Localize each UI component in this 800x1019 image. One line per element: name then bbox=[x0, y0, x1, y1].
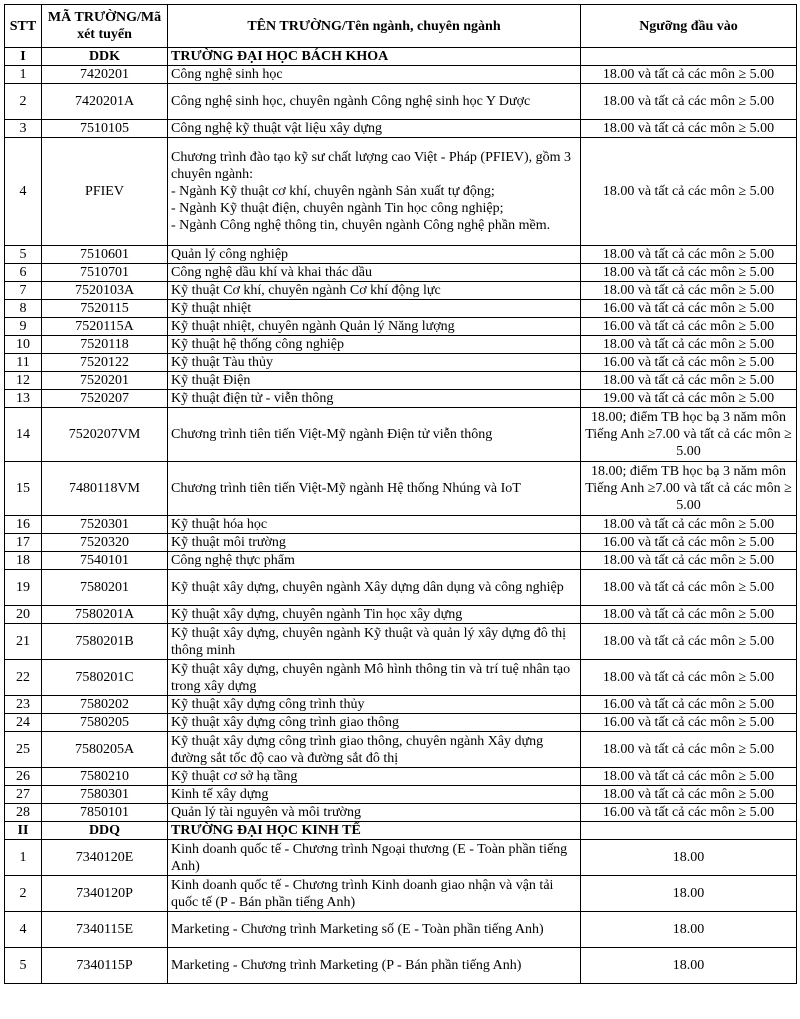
row-code: 7520320 bbox=[42, 534, 168, 552]
row-name: Chương trình đào tạo kỹ sư chất lượng cao Việt - Pháp (PFIEV), gồm 3 chuyên ngành: - Ngành Kỹ thuật cơ khí, chuyên ngành Sản xuất tự động; - Ngành Kỹ thuật điện, chuyên ngành Tin học công nghiệp; - Ngành Công nghệ thông tin, chuyên ngành Công nghệ phần mềm. bbox=[168, 138, 581, 246]
row-stt: 7 bbox=[5, 282, 42, 300]
row-threshold: 18.00 và tất cả các môn ≥ 5.00 bbox=[581, 84, 797, 120]
table-row bbox=[5, 462, 797, 516]
table-row bbox=[5, 336, 797, 354]
table-header-row bbox=[5, 5, 797, 48]
table-row bbox=[5, 840, 797, 876]
row-stt: 24 bbox=[5, 714, 42, 732]
row-name: Kinh tế xây dựng bbox=[168, 786, 581, 804]
row-threshold: 16.00 và tất cả các môn ≥ 5.00 bbox=[581, 300, 797, 318]
row-stt: 25 bbox=[5, 732, 42, 768]
group-stt: II bbox=[5, 822, 42, 840]
table-body bbox=[5, 48, 797, 984]
row-name: Kỹ thuật nhiệt, chuyên ngành Quản lý Năng lượng bbox=[168, 318, 581, 336]
table-row bbox=[5, 768, 797, 786]
row-stt: 2 bbox=[5, 84, 42, 120]
group-threshold-empty bbox=[581, 822, 797, 840]
row-code: 7340120E bbox=[42, 840, 168, 876]
row-code: 7480118VM bbox=[42, 462, 168, 516]
row-threshold: 18.00 và tất cả các môn ≥ 5.00 bbox=[581, 336, 797, 354]
row-name: Kỹ thuật Điện bbox=[168, 372, 581, 390]
row-stt: 22 bbox=[5, 660, 42, 696]
table-row bbox=[5, 246, 797, 264]
header-threshold: Ngưỡng đầu vào bbox=[581, 5, 797, 48]
row-threshold: 16.00 và tất cả các môn ≥ 5.00 bbox=[581, 696, 797, 714]
row-code: 7420201 bbox=[42, 66, 168, 84]
row-stt: 9 bbox=[5, 318, 42, 336]
table-row bbox=[5, 66, 797, 84]
table-row bbox=[5, 120, 797, 138]
row-name: Kỹ thuật Cơ khí, chuyên ngành Cơ khí động lực bbox=[168, 282, 581, 300]
table-row bbox=[5, 696, 797, 714]
row-name: Quản lý công nghiệp bbox=[168, 246, 581, 264]
row-name: Kỹ thuật hệ thống công nghiệp bbox=[168, 336, 581, 354]
row-stt: 23 bbox=[5, 696, 42, 714]
group-row bbox=[5, 48, 797, 66]
admission-threshold-table bbox=[4, 4, 797, 984]
row-stt: 26 bbox=[5, 768, 42, 786]
row-code: 7520122 bbox=[42, 354, 168, 372]
row-threshold: 18.00 và tất cả các môn ≥ 5.00 bbox=[581, 606, 797, 624]
row-code: 7520115 bbox=[42, 300, 168, 318]
row-stt: 18 bbox=[5, 552, 42, 570]
table-row bbox=[5, 354, 797, 372]
row-threshold: 18.00 và tất cả các môn ≥ 5.00 bbox=[581, 282, 797, 300]
row-threshold: 18.00 và tất cả các môn ≥ 5.00 bbox=[581, 372, 797, 390]
row-stt: 11 bbox=[5, 354, 42, 372]
table-row bbox=[5, 516, 797, 534]
row-stt: 14 bbox=[5, 408, 42, 462]
row-threshold: 18.00; điểm TB học bạ 3 năm môn Tiếng Anh ≥7.00 và tất cả các môn ≥ 5.00 bbox=[581, 462, 797, 516]
table-row bbox=[5, 552, 797, 570]
header-name: TÊN TRƯỜNG/Tên ngành, chuyên ngành bbox=[168, 5, 581, 48]
table-row bbox=[5, 408, 797, 462]
row-code: 7580210 bbox=[42, 768, 168, 786]
row-code: 7580201B bbox=[42, 624, 168, 660]
row-threshold: 16.00 và tất cả các môn ≥ 5.00 bbox=[581, 354, 797, 372]
row-stt: 3 bbox=[5, 120, 42, 138]
group-stt: I bbox=[5, 48, 42, 66]
table-row bbox=[5, 714, 797, 732]
header-stt: STT bbox=[5, 5, 42, 48]
row-threshold: 19.00 và tất cả các môn ≥ 5.00 bbox=[581, 390, 797, 408]
row-name: Công nghệ sinh học bbox=[168, 66, 581, 84]
row-name: Công nghệ thực phẩm bbox=[168, 552, 581, 570]
row-threshold: 16.00 và tất cả các môn ≥ 5.00 bbox=[581, 714, 797, 732]
row-stt: 4 bbox=[5, 912, 42, 948]
row-code: 7580205A bbox=[42, 732, 168, 768]
table-row bbox=[5, 138, 797, 246]
row-name: Kỹ thuật cơ sở hạ tầng bbox=[168, 768, 581, 786]
row-name: Kỹ thuật xây dựng, chuyên ngành Kỹ thuật và quản lý xây dựng đô thị thông minh bbox=[168, 624, 581, 660]
table-row bbox=[5, 732, 797, 768]
table-row bbox=[5, 372, 797, 390]
table-row bbox=[5, 84, 797, 120]
row-code: 7520118 bbox=[42, 336, 168, 354]
row-name: Kỹ thuật xây dựng, chuyên ngành Xây dựng dân dụng và công nghiệp bbox=[168, 570, 581, 606]
row-code: 7340115E bbox=[42, 912, 168, 948]
row-code: 7510105 bbox=[42, 120, 168, 138]
table-row bbox=[5, 264, 797, 282]
row-name: Kỹ thuật điện tử - viễn thông bbox=[168, 390, 581, 408]
row-threshold: 18.00 và tất cả các môn ≥ 5.00 bbox=[581, 570, 797, 606]
row-name: Marketing - Chương trình Marketing số (E - Toàn phần tiếng Anh) bbox=[168, 912, 581, 948]
row-threshold: 16.00 và tất cả các môn ≥ 5.00 bbox=[581, 804, 797, 822]
table-row bbox=[5, 660, 797, 696]
row-code: 7520301 bbox=[42, 516, 168, 534]
row-code: 7420201A bbox=[42, 84, 168, 120]
row-name: Kỹ thuật Tàu thủy bbox=[168, 354, 581, 372]
row-stt: 21 bbox=[5, 624, 42, 660]
row-name: Chương trình tiên tiến Việt-Mỹ ngành Điện tử viễn thông bbox=[168, 408, 581, 462]
table-row bbox=[5, 876, 797, 912]
row-threshold: 16.00 và tất cả các môn ≥ 5.00 bbox=[581, 534, 797, 552]
row-stt: 17 bbox=[5, 534, 42, 552]
row-name: Kỹ thuật môi trường bbox=[168, 534, 581, 552]
row-name: Kinh doanh quốc tế - Chương trình Ngoại thương (E - Toàn phần tiếng Anh) bbox=[168, 840, 581, 876]
row-stt: 5 bbox=[5, 948, 42, 984]
row-threshold: 18.00 và tất cả các môn ≥ 5.00 bbox=[581, 786, 797, 804]
row-threshold: 18.00 và tất cả các môn ≥ 5.00 bbox=[581, 120, 797, 138]
row-stt: 13 bbox=[5, 390, 42, 408]
row-threshold: 18.00 và tất cả các môn ≥ 5.00 bbox=[581, 516, 797, 534]
row-stt: 5 bbox=[5, 246, 42, 264]
row-code: 7580201A bbox=[42, 606, 168, 624]
admission-threshold-sheet bbox=[4, 4, 796, 984]
table-row bbox=[5, 300, 797, 318]
table-row bbox=[5, 804, 797, 822]
row-stt: 27 bbox=[5, 786, 42, 804]
row-code: PFIEV bbox=[42, 138, 168, 246]
row-stt: 4 bbox=[5, 138, 42, 246]
row-code: 7510701 bbox=[42, 264, 168, 282]
row-threshold: 18.00 và tất cả các môn ≥ 5.00 bbox=[581, 768, 797, 786]
row-name: Công nghệ dầu khí và khai thác dầu bbox=[168, 264, 581, 282]
row-threshold: 18.00 và tất cả các môn ≥ 5.00 bbox=[581, 264, 797, 282]
row-stt: 2 bbox=[5, 876, 42, 912]
group-row bbox=[5, 822, 797, 840]
row-name: Kỹ thuật nhiệt bbox=[168, 300, 581, 318]
row-name: Chương trình tiên tiến Việt-Mỹ ngành Hệ thống Nhúng và IoT bbox=[168, 462, 581, 516]
row-code: 7340120P bbox=[42, 876, 168, 912]
header-code: MÃ TRƯỜNG/Mã xét tuyển bbox=[42, 5, 168, 48]
row-threshold: 18.00 và tất cả các môn ≥ 5.00 bbox=[581, 552, 797, 570]
row-code: 7340115P bbox=[42, 948, 168, 984]
row-name: Kỹ thuật xây dựng, chuyên ngành Mô hình thông tin và trí tuệ nhân tạo trong xây dựng bbox=[168, 660, 581, 696]
row-threshold: 18.00 và tất cả các môn ≥ 5.00 bbox=[581, 138, 797, 246]
row-threshold: 18.00 bbox=[581, 948, 797, 984]
table-row bbox=[5, 786, 797, 804]
row-threshold: 18.00 bbox=[581, 912, 797, 948]
row-stt: 16 bbox=[5, 516, 42, 534]
row-stt: 8 bbox=[5, 300, 42, 318]
group-threshold-empty bbox=[581, 48, 797, 66]
table-row bbox=[5, 912, 797, 948]
row-threshold: 16.00 và tất cả các môn ≥ 5.00 bbox=[581, 318, 797, 336]
table-row bbox=[5, 282, 797, 300]
group-code: DDK bbox=[42, 48, 168, 66]
group-name: TRƯỜNG ĐẠI HỌC BÁCH KHOA bbox=[168, 48, 581, 66]
row-threshold: 18.00 và tất cả các môn ≥ 5.00 bbox=[581, 66, 797, 84]
row-stt: 1 bbox=[5, 840, 42, 876]
table-row bbox=[5, 534, 797, 552]
table-row bbox=[5, 606, 797, 624]
row-threshold: 18.00; điểm TB học bạ 3 năm môn Tiếng Anh ≥7.00 và tất cả các môn ≥ 5.00 bbox=[581, 408, 797, 462]
row-threshold: 18.00 bbox=[581, 876, 797, 912]
row-threshold: 18.00 bbox=[581, 840, 797, 876]
row-stt: 1 bbox=[5, 66, 42, 84]
row-name: Marketing - Chương trình Marketing (P - Bán phần tiếng Anh) bbox=[168, 948, 581, 984]
row-code: 7850101 bbox=[42, 804, 168, 822]
table-row bbox=[5, 624, 797, 660]
row-stt: 15 bbox=[5, 462, 42, 516]
row-code: 7520103A bbox=[42, 282, 168, 300]
row-threshold: 18.00 và tất cả các môn ≥ 5.00 bbox=[581, 246, 797, 264]
row-code: 7520115A bbox=[42, 318, 168, 336]
row-stt: 20 bbox=[5, 606, 42, 624]
row-stt: 19 bbox=[5, 570, 42, 606]
row-name: Công nghệ kỹ thuật vật liệu xây dựng bbox=[168, 120, 581, 138]
table-row bbox=[5, 390, 797, 408]
row-code: 7580301 bbox=[42, 786, 168, 804]
row-code: 7540101 bbox=[42, 552, 168, 570]
row-name: Kỹ thuật xây dựng công trình giao thông bbox=[168, 714, 581, 732]
row-name: Kỹ thuật xây dựng, chuyên ngành Tin học xây dựng bbox=[168, 606, 581, 624]
row-code: 7580201C bbox=[42, 660, 168, 696]
row-threshold: 18.00 và tất cả các môn ≥ 5.00 bbox=[581, 624, 797, 660]
group-name: TRƯỜNG ĐẠI HỌC KINH TẾ bbox=[168, 822, 581, 840]
table-row bbox=[5, 318, 797, 336]
row-threshold: 18.00 và tất cả các môn ≥ 5.00 bbox=[581, 660, 797, 696]
row-name: Công nghệ sinh học, chuyên ngành Công nghệ sinh học Y Dược bbox=[168, 84, 581, 120]
row-code: 7510601 bbox=[42, 246, 168, 264]
table-row bbox=[5, 570, 797, 606]
group-code: DDQ bbox=[42, 822, 168, 840]
row-threshold: 18.00 và tất cả các môn ≥ 5.00 bbox=[581, 732, 797, 768]
row-stt: 12 bbox=[5, 372, 42, 390]
table-row bbox=[5, 948, 797, 984]
row-name: Kỹ thuật xây dựng công trình thủy bbox=[168, 696, 581, 714]
row-code: 7580202 bbox=[42, 696, 168, 714]
row-code: 7580201 bbox=[42, 570, 168, 606]
row-name: Kinh doanh quốc tế - Chương trình Kinh doanh giao nhận và vận tải quốc tế (P - Bán phần tiếng Anh) bbox=[168, 876, 581, 912]
row-code: 7580205 bbox=[42, 714, 168, 732]
row-name: Kỹ thuật xây dựng công trình giao thông, chuyên ngành Xây dựng đường sắt tốc độ cao và đường sắt đô thị bbox=[168, 732, 581, 768]
row-stt: 28 bbox=[5, 804, 42, 822]
row-name: Kỹ thuật hóa học bbox=[168, 516, 581, 534]
row-code: 7520207VM bbox=[42, 408, 168, 462]
row-name: Quản lý tài nguyên và môi trường bbox=[168, 804, 581, 822]
row-code: 7520207 bbox=[42, 390, 168, 408]
row-code: 7520201 bbox=[42, 372, 168, 390]
row-stt: 10 bbox=[5, 336, 42, 354]
row-stt: 6 bbox=[5, 264, 42, 282]
